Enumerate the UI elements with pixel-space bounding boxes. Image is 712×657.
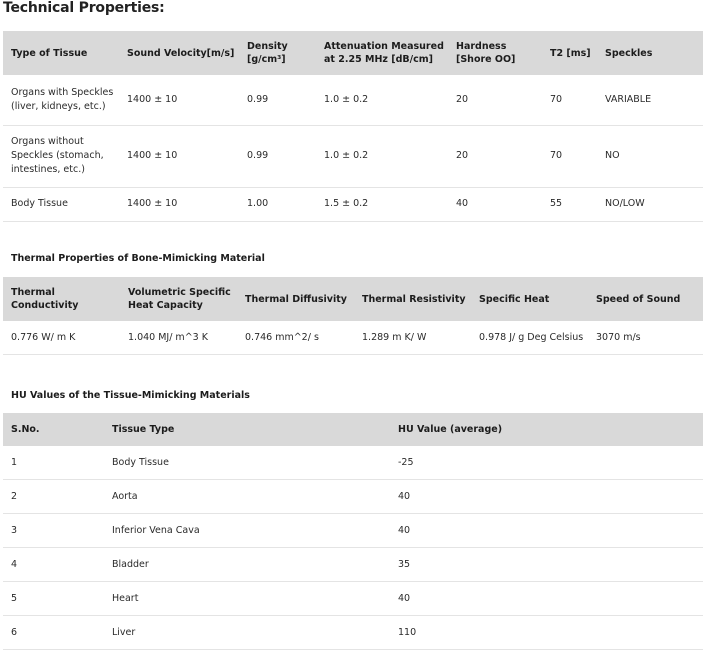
- table-row: [3, 187, 703, 221]
- table-cell: VARIABLE: [597, 75, 703, 125]
- table-cell: 0.776 W/ m K: [3, 321, 120, 355]
- table-cell: NO: [597, 125, 703, 187]
- table-cell: 20: [448, 75, 542, 125]
- table-cell: Bladder: [104, 548, 390, 582]
- column-header: Speed of Sound: [588, 277, 703, 321]
- table-cell: 1400 ± 10: [119, 75, 239, 125]
- hu-section-title: HU Values of the Tissue-Mimicking Materials: [11, 390, 250, 401]
- page-title: Technical Properties:: [3, 0, 165, 16]
- column-header: Volumetric Specific Heat Capacity: [120, 277, 237, 321]
- column-header: HU Value (average): [390, 413, 703, 446]
- table-cell: 1.040 MJ/ m^3 K: [120, 321, 237, 355]
- column-header: Attenuation Measured at 2.25 MHz [dB/cm]: [316, 31, 448, 75]
- table-cell: 35: [390, 548, 703, 582]
- table-cell: 5: [3, 582, 104, 616]
- column-header: S.No.: [3, 413, 104, 446]
- table-cell: Aorta: [104, 480, 390, 514]
- table-cell: 70: [542, 125, 597, 187]
- table-cell: 1.0 ± 0.2: [316, 125, 448, 187]
- table-header-row: [3, 413, 703, 446]
- table-row: [3, 480, 703, 514]
- table-cell: Heart: [104, 582, 390, 616]
- thermal-section-title: Thermal Properties of Bone-Mimicking Material: [11, 253, 265, 264]
- table-cell: Inferior Vena Cava: [104, 514, 390, 548]
- table-cell: 4: [3, 548, 104, 582]
- table-cell: 110: [390, 616, 703, 650]
- table-row: [3, 514, 703, 548]
- table-cell: 1.289 m K/ W: [354, 321, 471, 355]
- table-cell: 3: [3, 514, 104, 548]
- technical-properties-table: [3, 31, 703, 222]
- table-cell: 1.00: [239, 187, 316, 221]
- table-header-row: [3, 277, 703, 321]
- column-header: Thermal Resistivity: [354, 277, 471, 321]
- column-header: Density [g/cm³]: [239, 31, 316, 75]
- table-row: [3, 548, 703, 582]
- table-cell: 40: [448, 187, 542, 221]
- table-cell: 1400 ± 10: [119, 125, 239, 187]
- table-row: [3, 125, 703, 187]
- table-cell: 1.5 ± 0.2: [316, 187, 448, 221]
- table-cell: Organs with Speckles (liver, kidneys, etc.): [3, 75, 119, 125]
- column-header: Thermal Diffusivity: [237, 277, 354, 321]
- table-cell: 40: [390, 480, 703, 514]
- table-row: [3, 582, 703, 616]
- table-cell: 1.0 ± 0.2: [316, 75, 448, 125]
- hu-values-table: [3, 413, 703, 650]
- column-header: Speckles: [597, 31, 703, 75]
- table-cell: 55: [542, 187, 597, 221]
- column-header: Hardness [Shore OO]: [448, 31, 542, 75]
- table-row: [3, 321, 703, 355]
- column-header: Specific Heat: [471, 277, 588, 321]
- column-header: Tissue Type: [104, 413, 390, 446]
- table-cell: 40: [390, 514, 703, 548]
- table-cell: 0.978 J/ g Deg Celsius: [471, 321, 588, 355]
- table-cell: Liver: [104, 616, 390, 650]
- column-header: T2 [ms]: [542, 31, 597, 75]
- table-cell: 0.99: [239, 125, 316, 187]
- table-cell: Organs without Speckles (stomach, intestines, etc.): [3, 125, 119, 187]
- table-cell: 0.746 mm^2/ s: [237, 321, 354, 355]
- table-row: [3, 446, 703, 480]
- table-cell: 2: [3, 480, 104, 514]
- table-header-row: [3, 31, 703, 75]
- table-cell: Body Tissue: [104, 446, 390, 480]
- table-cell: -25: [390, 446, 703, 480]
- table-cell: 20: [448, 125, 542, 187]
- thermal-properties-table: [3, 277, 703, 355]
- table-cell: 3070 m/s: [588, 321, 703, 355]
- table-row: [3, 75, 703, 125]
- table-cell: 1400 ± 10: [119, 187, 239, 221]
- table-row: [3, 616, 703, 650]
- column-header: Sound Velocity[m/s]: [119, 31, 239, 75]
- table-cell: Body Tissue: [3, 187, 119, 221]
- table-cell: 0.99: [239, 75, 316, 125]
- table-cell: NO/LOW: [597, 187, 703, 221]
- column-header: Type of Tissue: [3, 31, 119, 75]
- column-header: Thermal Conductivity: [3, 277, 120, 321]
- table-cell: 6: [3, 616, 104, 650]
- table-cell: 40: [390, 582, 703, 616]
- table-cell: 70: [542, 75, 597, 125]
- table-cell: 1: [3, 446, 104, 480]
